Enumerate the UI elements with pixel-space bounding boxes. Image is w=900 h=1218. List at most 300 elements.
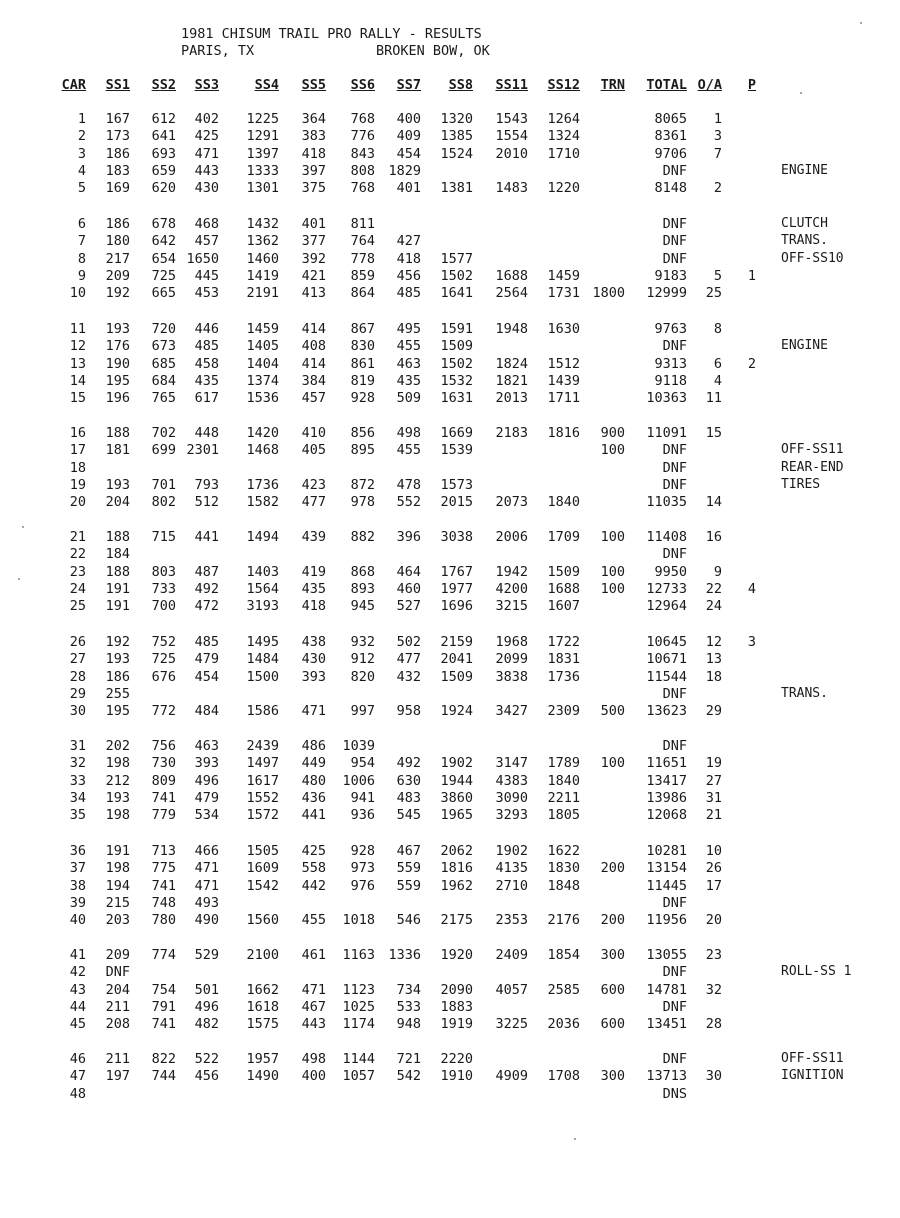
cell-ss2: 748 (151, 894, 176, 911)
cell-ss2: 701 (151, 476, 176, 493)
location-broken-bow: BROKEN BOW, OK (376, 43, 490, 59)
cell-ss4: 1432 (246, 216, 279, 232)
cell-ss7: 1829 (388, 162, 421, 179)
cell-car: 20 (69, 494, 86, 511)
cell-ss6: 932 (350, 634, 375, 650)
column-header-ss5: SS5 (301, 77, 326, 93)
cell-ss5: 558 (301, 860, 326, 877)
cell-ss1: 193 (105, 651, 130, 668)
cell-ss12: 2036 (547, 1016, 580, 1033)
cell-ss2: 822 (151, 1051, 176, 1067)
column-header-ss4: SS4 (254, 77, 279, 93)
cell-ss1: 211 (105, 1051, 130, 1067)
cell-ss6: 945 (350, 598, 375, 615)
cell-ss2: 642 (151, 233, 176, 250)
cell-ss2: 676 (151, 668, 176, 685)
cell-ss12: 1220 (547, 180, 580, 197)
cell-ss12: 1731 (547, 285, 580, 302)
cell-total: DNF (662, 250, 687, 267)
cell-ss1: 217 (105, 250, 130, 267)
column-header-ss12: SS12 (547, 77, 580, 93)
cell-ss8: 1816 (440, 860, 473, 877)
cell-ss12: 1736 (547, 668, 580, 685)
cell-ss8: 1509 (440, 338, 473, 355)
cell-ss6: 1057 (342, 1068, 375, 1085)
cell-car: 23 (69, 563, 86, 580)
cell-ss11: 4135 (495, 860, 528, 877)
cell-total: 10281 (646, 843, 687, 859)
cell-ss4: 1490 (246, 1068, 279, 1085)
cell-ss11: 1948 (495, 321, 528, 337)
cell-ss6: 928 (350, 843, 375, 859)
cell-ss1: 198 (105, 755, 130, 772)
cell-ss11: 1902 (495, 843, 528, 859)
cell-ss8: 1924 (440, 703, 473, 720)
cell-ss7: 509 (396, 390, 421, 407)
cell-total: DNF (662, 162, 687, 179)
cell-oa: 31 (705, 789, 722, 806)
cell-ss8: 2015 (440, 494, 473, 511)
cell-ss6: 843 (350, 145, 375, 162)
cell-ss1: 176 (105, 338, 130, 355)
cell-ss1: 209 (105, 947, 130, 963)
column-header-total: TOTAL (646, 77, 687, 93)
cell-ss12: 1512 (547, 355, 580, 372)
cell-car: 46 (69, 1051, 86, 1067)
cell-ss4: 1405 (246, 338, 279, 355)
cell-ss2: 754 (151, 981, 176, 998)
cell-ss12: 2309 (547, 703, 580, 720)
cell-ss1: 255 (105, 685, 130, 702)
cell-car: 14 (69, 372, 86, 389)
cell-ss1: 191 (105, 598, 130, 615)
cell-total: DNS (662, 1085, 687, 1102)
cell-car: 39 (69, 894, 86, 911)
cell-ss2: 620 (151, 180, 176, 197)
cell-total: DNF (662, 216, 687, 232)
column-header-ss2: SS2 (151, 77, 176, 93)
cell-ss1: 183 (105, 162, 130, 179)
cell-ss1: DNF (105, 964, 130, 981)
cell-ss2: 659 (151, 162, 176, 179)
cell-car: 38 (69, 877, 86, 894)
cell-ss8: 1944 (440, 772, 473, 789)
cell-ss6: 776 (350, 128, 375, 145)
cell-ss6: 941 (350, 789, 375, 806)
column-header-trn: TRN (600, 77, 625, 93)
cell-total: 11445 (646, 877, 687, 894)
cell-oa: 19 (705, 755, 722, 772)
cell-oa: 6 (713, 355, 722, 372)
cell-ss7: 483 (396, 789, 421, 806)
cell-ss6: 778 (350, 250, 375, 267)
cell-ss2: 774 (151, 947, 176, 963)
cell-ss12: 2176 (547, 912, 580, 929)
cell-total: DNF (662, 1051, 687, 1067)
cell-oa: 13 (705, 651, 722, 668)
cell-ss1: 169 (105, 180, 130, 197)
cell-ss6: 954 (350, 755, 375, 772)
cell-total: 9706 (654, 145, 687, 162)
cell-ss7: 400 (396, 111, 421, 127)
cell-ss3: 393 (194, 755, 219, 772)
cell-ss4: 1459 (246, 321, 279, 337)
cell-ss7: 958 (396, 703, 421, 720)
cell-ss5: 413 (301, 285, 326, 302)
cell-ss2: 702 (151, 425, 176, 441)
retirement-note: TRANS. (781, 233, 828, 249)
cell-ss5: 441 (301, 807, 326, 824)
cell-car: 37 (69, 860, 86, 877)
scan-speck (18, 578, 20, 580)
cell-total: 11956 (646, 912, 687, 929)
cell-total: DNF (662, 476, 687, 493)
cell-trn: 200 (600, 912, 625, 929)
cell-total: 13623 (646, 703, 687, 720)
cell-trn: 300 (600, 1068, 625, 1085)
cell-ss6: 928 (350, 390, 375, 407)
cell-ss6: 811 (350, 216, 375, 232)
cell-oa: 1 (713, 111, 722, 127)
cell-oa: 25 (705, 285, 722, 302)
cell-ss3: 471 (194, 860, 219, 877)
cell-car: 1 (77, 111, 86, 127)
cell-ss11: 1543 (495, 111, 528, 127)
cell-ss12: 1840 (547, 494, 580, 511)
cell-trn: 100 (600, 580, 625, 597)
cell-ss5: 443 (301, 1016, 326, 1033)
cell-ss5: 421 (301, 267, 326, 284)
cell-ss7: 477 (396, 651, 421, 668)
cell-ss4: 1575 (246, 1016, 279, 1033)
cell-ss6: 893 (350, 580, 375, 597)
cell-ss1: 215 (105, 894, 130, 911)
cell-ss3: 485 (194, 634, 219, 650)
cell-ss2: 802 (151, 494, 176, 511)
cell-ss12: 2211 (547, 789, 580, 806)
cell-ss3: 463 (194, 738, 219, 754)
cell-ss7: 545 (396, 807, 421, 824)
cell-ss7: 454 (396, 145, 421, 162)
cell-ss1: 203 (105, 912, 130, 929)
cell-total: 11408 (646, 529, 687, 545)
cell-ss12: 1830 (547, 860, 580, 877)
cell-ss1: 167 (105, 111, 130, 127)
cell-ss1: 194 (105, 877, 130, 894)
cell-p: 4 (747, 580, 756, 597)
cell-ss3: 446 (194, 321, 219, 337)
cell-ss4: 1505 (246, 843, 279, 859)
cell-ss11: 3838 (495, 668, 528, 685)
cell-trn: 1800 (592, 285, 625, 302)
cell-ss8: 1577 (440, 250, 473, 267)
cell-ss7: 455 (396, 442, 421, 459)
cell-ss8: 1320 (440, 111, 473, 127)
cell-ss12: 1630 (547, 321, 580, 337)
cell-ss11: 2006 (495, 529, 528, 545)
cell-trn: 100 (600, 529, 625, 545)
cell-car: 18 (69, 459, 86, 476)
cell-ss8: 1385 (440, 128, 473, 145)
cell-ss4: 1495 (246, 634, 279, 650)
cell-ss12: 1439 (547, 372, 580, 389)
cell-ss4: 1374 (246, 372, 279, 389)
cell-ss11: 2013 (495, 390, 528, 407)
cell-ss8: 1902 (440, 755, 473, 772)
cell-ss2: 730 (151, 755, 176, 772)
cell-trn: 300 (600, 947, 625, 963)
cell-ss1: 173 (105, 128, 130, 145)
cell-ss5: 423 (301, 476, 326, 493)
cell-ss7: 427 (396, 233, 421, 250)
cell-ss1: 198 (105, 807, 130, 824)
cell-oa: 18 (705, 668, 722, 685)
cell-ss3: 512 (194, 494, 219, 511)
cell-oa: 27 (705, 772, 722, 789)
cell-ss2: 803 (151, 563, 176, 580)
cell-trn: 500 (600, 703, 625, 720)
cell-total: DNF (662, 964, 687, 981)
cell-ss12: 1805 (547, 807, 580, 824)
cell-total: 14781 (646, 981, 687, 998)
cell-ss4: 1586 (246, 703, 279, 720)
cell-total: DNF (662, 459, 687, 476)
cell-car: 29 (69, 685, 86, 702)
cell-ss6: 820 (350, 668, 375, 685)
cell-ss3: 501 (194, 981, 219, 998)
cell-p: 2 (747, 355, 756, 372)
cell-total: 10645 (646, 634, 687, 650)
cell-ss8: 1910 (440, 1068, 473, 1085)
cell-ss3: 457 (194, 233, 219, 250)
cell-ss11: 2183 (495, 425, 528, 441)
cell-car: 44 (69, 998, 86, 1015)
cell-oa: 22 (705, 580, 722, 597)
cell-ss1: 196 (105, 390, 130, 407)
retirement-note: TIRES (781, 476, 821, 492)
cell-total: DNF (662, 685, 687, 702)
cell-ss1: 197 (105, 1068, 130, 1085)
cell-car: 41 (69, 947, 86, 963)
cell-ss11: 4057 (495, 981, 528, 998)
cell-ss11: 3090 (495, 789, 528, 806)
cell-ss5: 498 (301, 1051, 326, 1067)
cell-car: 45 (69, 1016, 86, 1033)
cell-ss7: 734 (396, 981, 421, 998)
cell-ss8: 3038 (440, 529, 473, 545)
cell-car: 27 (69, 651, 86, 668)
cell-ss4: 2100 (246, 947, 279, 963)
cell-oa: 8 (713, 321, 722, 337)
column-header-ss3: SS3 (194, 77, 219, 93)
cell-car: 34 (69, 789, 86, 806)
cell-ss1: 208 (105, 1016, 130, 1033)
cell-ss6: 867 (350, 321, 375, 337)
cell-ss4: 2439 (246, 738, 279, 754)
cell-ss2: 744 (151, 1068, 176, 1085)
cell-ss12: 1709 (547, 529, 580, 545)
cell-ss5: 400 (301, 1068, 326, 1085)
cell-ss11: 1821 (495, 372, 528, 389)
cell-ss12: 1264 (547, 111, 580, 127)
cell-car: 13 (69, 355, 86, 372)
cell-ss1: 186 (105, 145, 130, 162)
cell-ss12: 1459 (547, 267, 580, 284)
cell-ss1: 195 (105, 372, 130, 389)
cell-ss3: 458 (194, 355, 219, 372)
cell-total: 12999 (646, 285, 687, 302)
cell-ss4: 1225 (246, 111, 279, 127)
cell-total: 9118 (654, 372, 687, 389)
cell-ss1: 204 (105, 981, 130, 998)
cell-oa: 30 (705, 1068, 722, 1085)
cell-car: 40 (69, 912, 86, 929)
cell-ss8: 1532 (440, 372, 473, 389)
cell-ss6: 973 (350, 860, 375, 877)
cell-ss7: 721 (396, 1051, 421, 1067)
cell-car: 24 (69, 580, 86, 597)
cell-ss12: 1509 (547, 563, 580, 580)
cell-car: 35 (69, 807, 86, 824)
scan-speck (800, 92, 802, 94)
cell-ss5: 480 (301, 772, 326, 789)
cell-ss3: 454 (194, 668, 219, 685)
cell-ss5: 467 (301, 998, 326, 1015)
cell-ss12: 1607 (547, 598, 580, 615)
cell-ss6: 1144 (342, 1051, 375, 1067)
cell-car: 5 (77, 180, 86, 197)
cell-oa: 4 (713, 372, 722, 389)
cell-ss7: 559 (396, 877, 421, 894)
cell-total: 9313 (654, 355, 687, 372)
cell-ss8: 1883 (440, 998, 473, 1015)
cell-ss7: 527 (396, 598, 421, 615)
cell-ss2: 772 (151, 703, 176, 720)
cell-oa: 21 (705, 807, 722, 824)
cell-trn: 100 (600, 755, 625, 772)
cell-car: 47 (69, 1068, 86, 1085)
cell-ss6: 936 (350, 807, 375, 824)
cell-ss3: 435 (194, 372, 219, 389)
cell-total: 12964 (646, 598, 687, 615)
cell-ss2: 791 (151, 998, 176, 1015)
cell-car: 33 (69, 772, 86, 789)
cell-ss8: 2062 (440, 843, 473, 859)
cell-ss6: 856 (350, 425, 375, 441)
cell-trn: 100 (600, 442, 625, 459)
cell-ss5: 405 (301, 442, 326, 459)
cell-ss8: 2041 (440, 651, 473, 668)
cell-ss8: 1920 (440, 947, 473, 963)
cell-ss11: 2010 (495, 145, 528, 162)
cell-ss6: 1174 (342, 1016, 375, 1033)
cell-ss8: 1696 (440, 598, 473, 615)
cell-ss7: 435 (396, 372, 421, 389)
cell-total: 13986 (646, 789, 687, 806)
cell-total: DNF (662, 338, 687, 355)
cell-ss12: 1708 (547, 1068, 580, 1085)
cell-ss5: 425 (301, 843, 326, 859)
cell-ss3: 1650 (186, 250, 219, 267)
cell-ss6: 808 (350, 162, 375, 179)
cell-car: 4 (77, 162, 86, 179)
cell-ss4: 3193 (246, 598, 279, 615)
cell-ss2: 700 (151, 598, 176, 615)
scan-speck (22, 526, 24, 528)
cell-trn: 900 (600, 425, 625, 441)
cell-ss5: 449 (301, 755, 326, 772)
cell-ss1: 202 (105, 738, 130, 754)
cell-ss4: 1662 (246, 981, 279, 998)
cell-car: 15 (69, 390, 86, 407)
cell-ss5: 486 (301, 738, 326, 754)
cell-ss1: 180 (105, 233, 130, 250)
cell-ss7: 409 (396, 128, 421, 145)
cell-ss2: 641 (151, 128, 176, 145)
cell-ss5: 418 (301, 145, 326, 162)
retirement-note: CLUTCH (781, 216, 828, 231)
cell-ss5: 438 (301, 634, 326, 650)
cell-ss11: 1688 (495, 267, 528, 284)
cell-total: DNF (662, 738, 687, 754)
cell-total: 13417 (646, 772, 687, 789)
cell-total: 12733 (646, 580, 687, 597)
cell-ss12: 1722 (547, 634, 580, 650)
cell-total: 8148 (654, 180, 687, 197)
column-header-ss1: SS1 (105, 77, 130, 93)
cell-ss5: 384 (301, 372, 326, 389)
cell-car: 25 (69, 598, 86, 615)
cell-car: 16 (69, 425, 86, 441)
cell-ss7: 478 (396, 476, 421, 493)
cell-ss4: 1494 (246, 529, 279, 545)
cell-car: 36 (69, 843, 86, 859)
cell-ss7: 948 (396, 1016, 421, 1033)
cell-ss1: 209 (105, 267, 130, 284)
cell-ss7: 456 (396, 267, 421, 284)
cell-oa: 2 (713, 180, 722, 197)
cell-ss6: 819 (350, 372, 375, 389)
cell-ss2: 741 (151, 789, 176, 806)
cell-ss12: 2585 (547, 981, 580, 998)
cell-total: 13451 (646, 1016, 687, 1033)
cell-ss7: 546 (396, 912, 421, 929)
cell-ss12: 1710 (547, 145, 580, 162)
cell-ss7: 502 (396, 634, 421, 650)
cell-ss3: 487 (194, 563, 219, 580)
cell-ss3: 617 (194, 390, 219, 407)
cell-ss3: 529 (194, 947, 219, 963)
cell-ss8: 1962 (440, 877, 473, 894)
cell-total: 13055 (646, 947, 687, 963)
cell-ss11: 3147 (495, 755, 528, 772)
cell-car: 19 (69, 476, 86, 493)
cell-ss11: 2409 (495, 947, 528, 963)
cell-ss2: 752 (151, 634, 176, 650)
cell-ss5: 435 (301, 580, 326, 597)
cell-ss1: 188 (105, 563, 130, 580)
column-header-ss6: SS6 (350, 77, 375, 93)
cell-ss5: 364 (301, 111, 326, 127)
cell-ss4: 1617 (246, 772, 279, 789)
cell-ss3: 445 (194, 267, 219, 284)
cell-car: 3 (77, 145, 86, 162)
cell-ss6: 868 (350, 563, 375, 580)
cell-ss8: 1977 (440, 580, 473, 597)
cell-ss11: 1824 (495, 355, 528, 372)
cell-ss4: 1362 (246, 233, 279, 250)
cell-oa: 5 (713, 267, 722, 284)
